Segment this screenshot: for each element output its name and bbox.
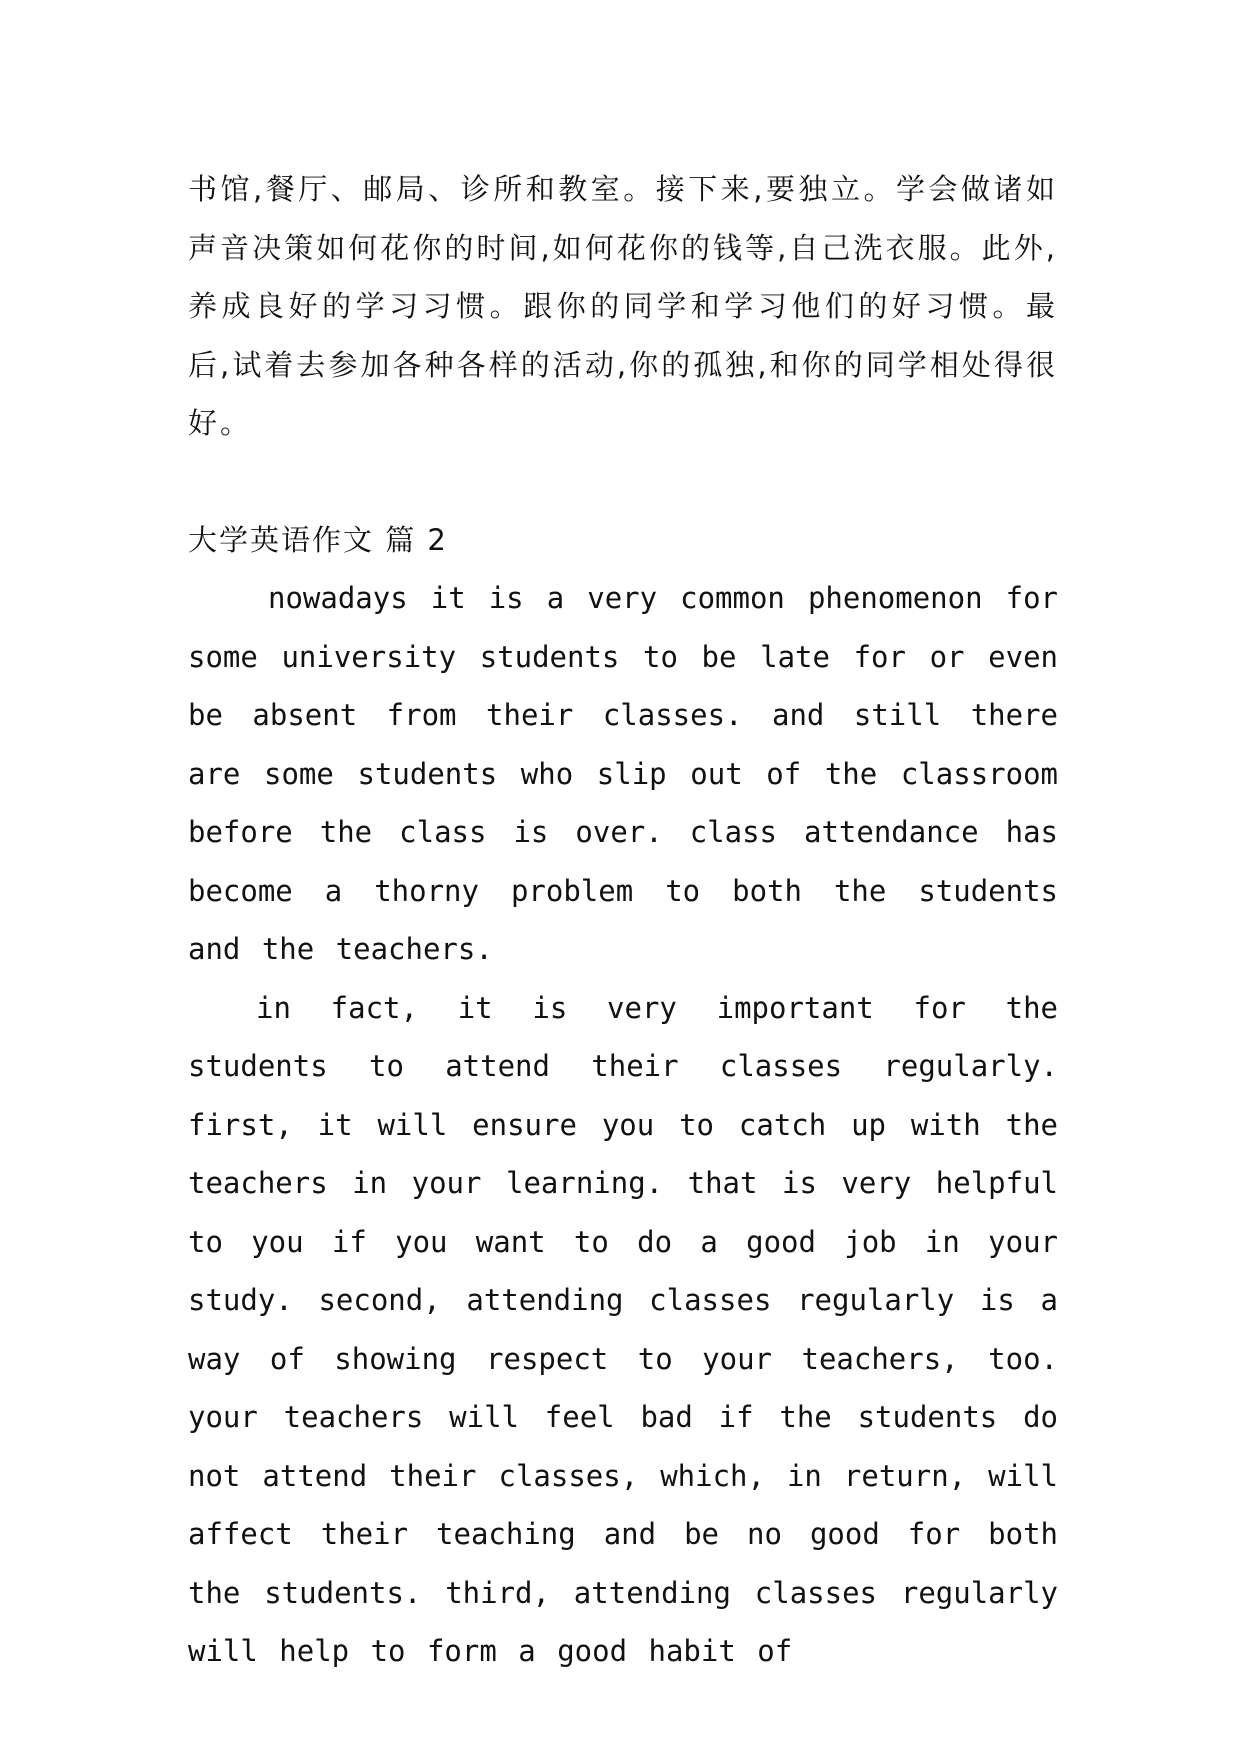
section-heading: 大学英语作文 篇 2: [188, 522, 448, 557]
intro-paragraph: 书馆,餐厅、邮局、诊所和教室。接下来,要独立。学会做诸如声音决策如何花你的时间,如何花你的钱等,自己洗衣服。此外,养成良好的学习习惯。跟你的同学和学习他们的好习惯。最后,试着去参加各种各样的活动,你的孤独,和你的同学相处得很好。: [188, 172, 1058, 440]
body-paragraph-2: in fact, it is very important for the students to attend their classes regularly. first, it will ensure you to catch up with the teachers in your learning. that is very helpful to you if you want to do a good job in your study. second, attending classes regularly is a way of showing respect to your teachers, too. your teachers will feel bad if the students do not attend their classes, which, in return, will affect their teaching and be no good for both the students. third, attending classes regularly will help to form a good habit of: [188, 990, 1058, 1668]
document-body: [188, 160, 1058, 1681]
body-paragraph-1: nowadays it is a very common phenomenon for some university students to be late for or even be absent from their classes. and still there are some students who slip out of the classroom before the class is over. class attendance has become a thorny problem to both the students and the teachers.: [188, 581, 1058, 966]
